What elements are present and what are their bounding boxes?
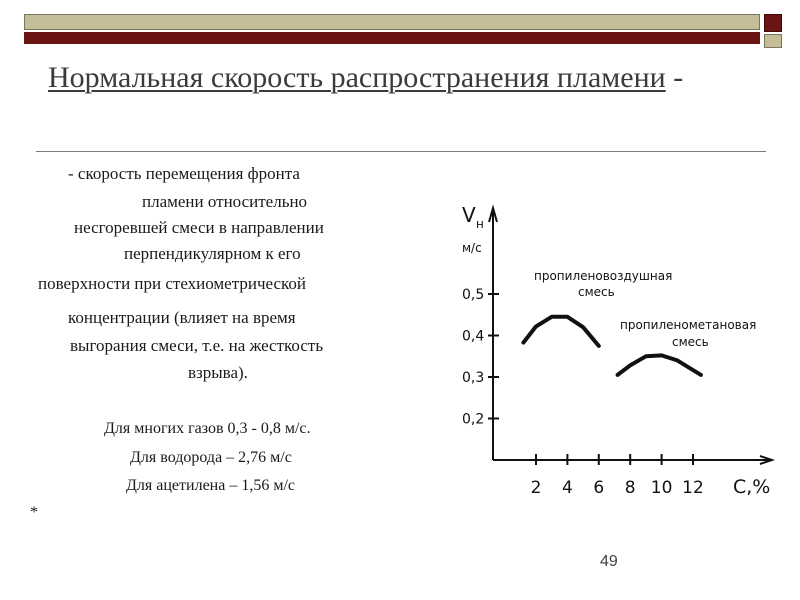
series-line [618, 355, 701, 375]
x-tick-label: 6 [593, 478, 605, 498]
definition-line: поверхности при стехиометрической [38, 274, 307, 293]
series-label: пропиленовоздушная [534, 269, 673, 283]
page-number: 49 [600, 553, 618, 570]
definition-line: концентрации (влияет на время [68, 308, 296, 327]
title-suffix: - [665, 61, 684, 94]
y-tick-label: 0,4 [462, 328, 485, 345]
title-term: Нормальная скорость распространения пламени [48, 61, 666, 94]
x-tick-label: 4 [561, 478, 573, 498]
fact-line: Для многих газов 0,3 - 0,8 м/с. [104, 420, 311, 437]
y-tick-label: 0,5 [462, 287, 485, 303]
definition-line: взрыва). [188, 363, 248, 382]
y-axis-label-sub: н [476, 217, 484, 231]
x-axis-label: C,% [733, 476, 771, 498]
bullet-marker: * [30, 504, 38, 521]
series-label: смесь [578, 285, 615, 299]
series-label: пропиленометановая [620, 318, 757, 332]
series-line [523, 317, 598, 346]
x-tick-label: 8 [624, 478, 636, 498]
definition-line: перпендикулярном к его [124, 244, 301, 263]
fact-line: Для ацетилена – 1,56 м/с [126, 477, 295, 494]
y-tick-label: 0,2 [462, 411, 485, 428]
definition-line: - скорость перемещения фронта [68, 164, 300, 183]
y-axis-label: V [462, 203, 476, 227]
series-label: смесь [672, 335, 709, 349]
definition-line: выгорания смеси, т.е. на жесткость [70, 336, 324, 355]
x-tick-label: 2 [530, 478, 542, 498]
y-axis-unit: м/с [462, 241, 482, 255]
fact-line: Для водорода – 2,76 м/с [130, 449, 292, 466]
definition-line: несгоревшей смеси в направлении [74, 218, 324, 237]
x-tick-label: 10 [650, 478, 673, 498]
x-tick-label: 12 [682, 478, 704, 498]
definition-line: пламени относительно [142, 192, 308, 211]
y-tick-label: 0,3 [462, 370, 485, 386]
